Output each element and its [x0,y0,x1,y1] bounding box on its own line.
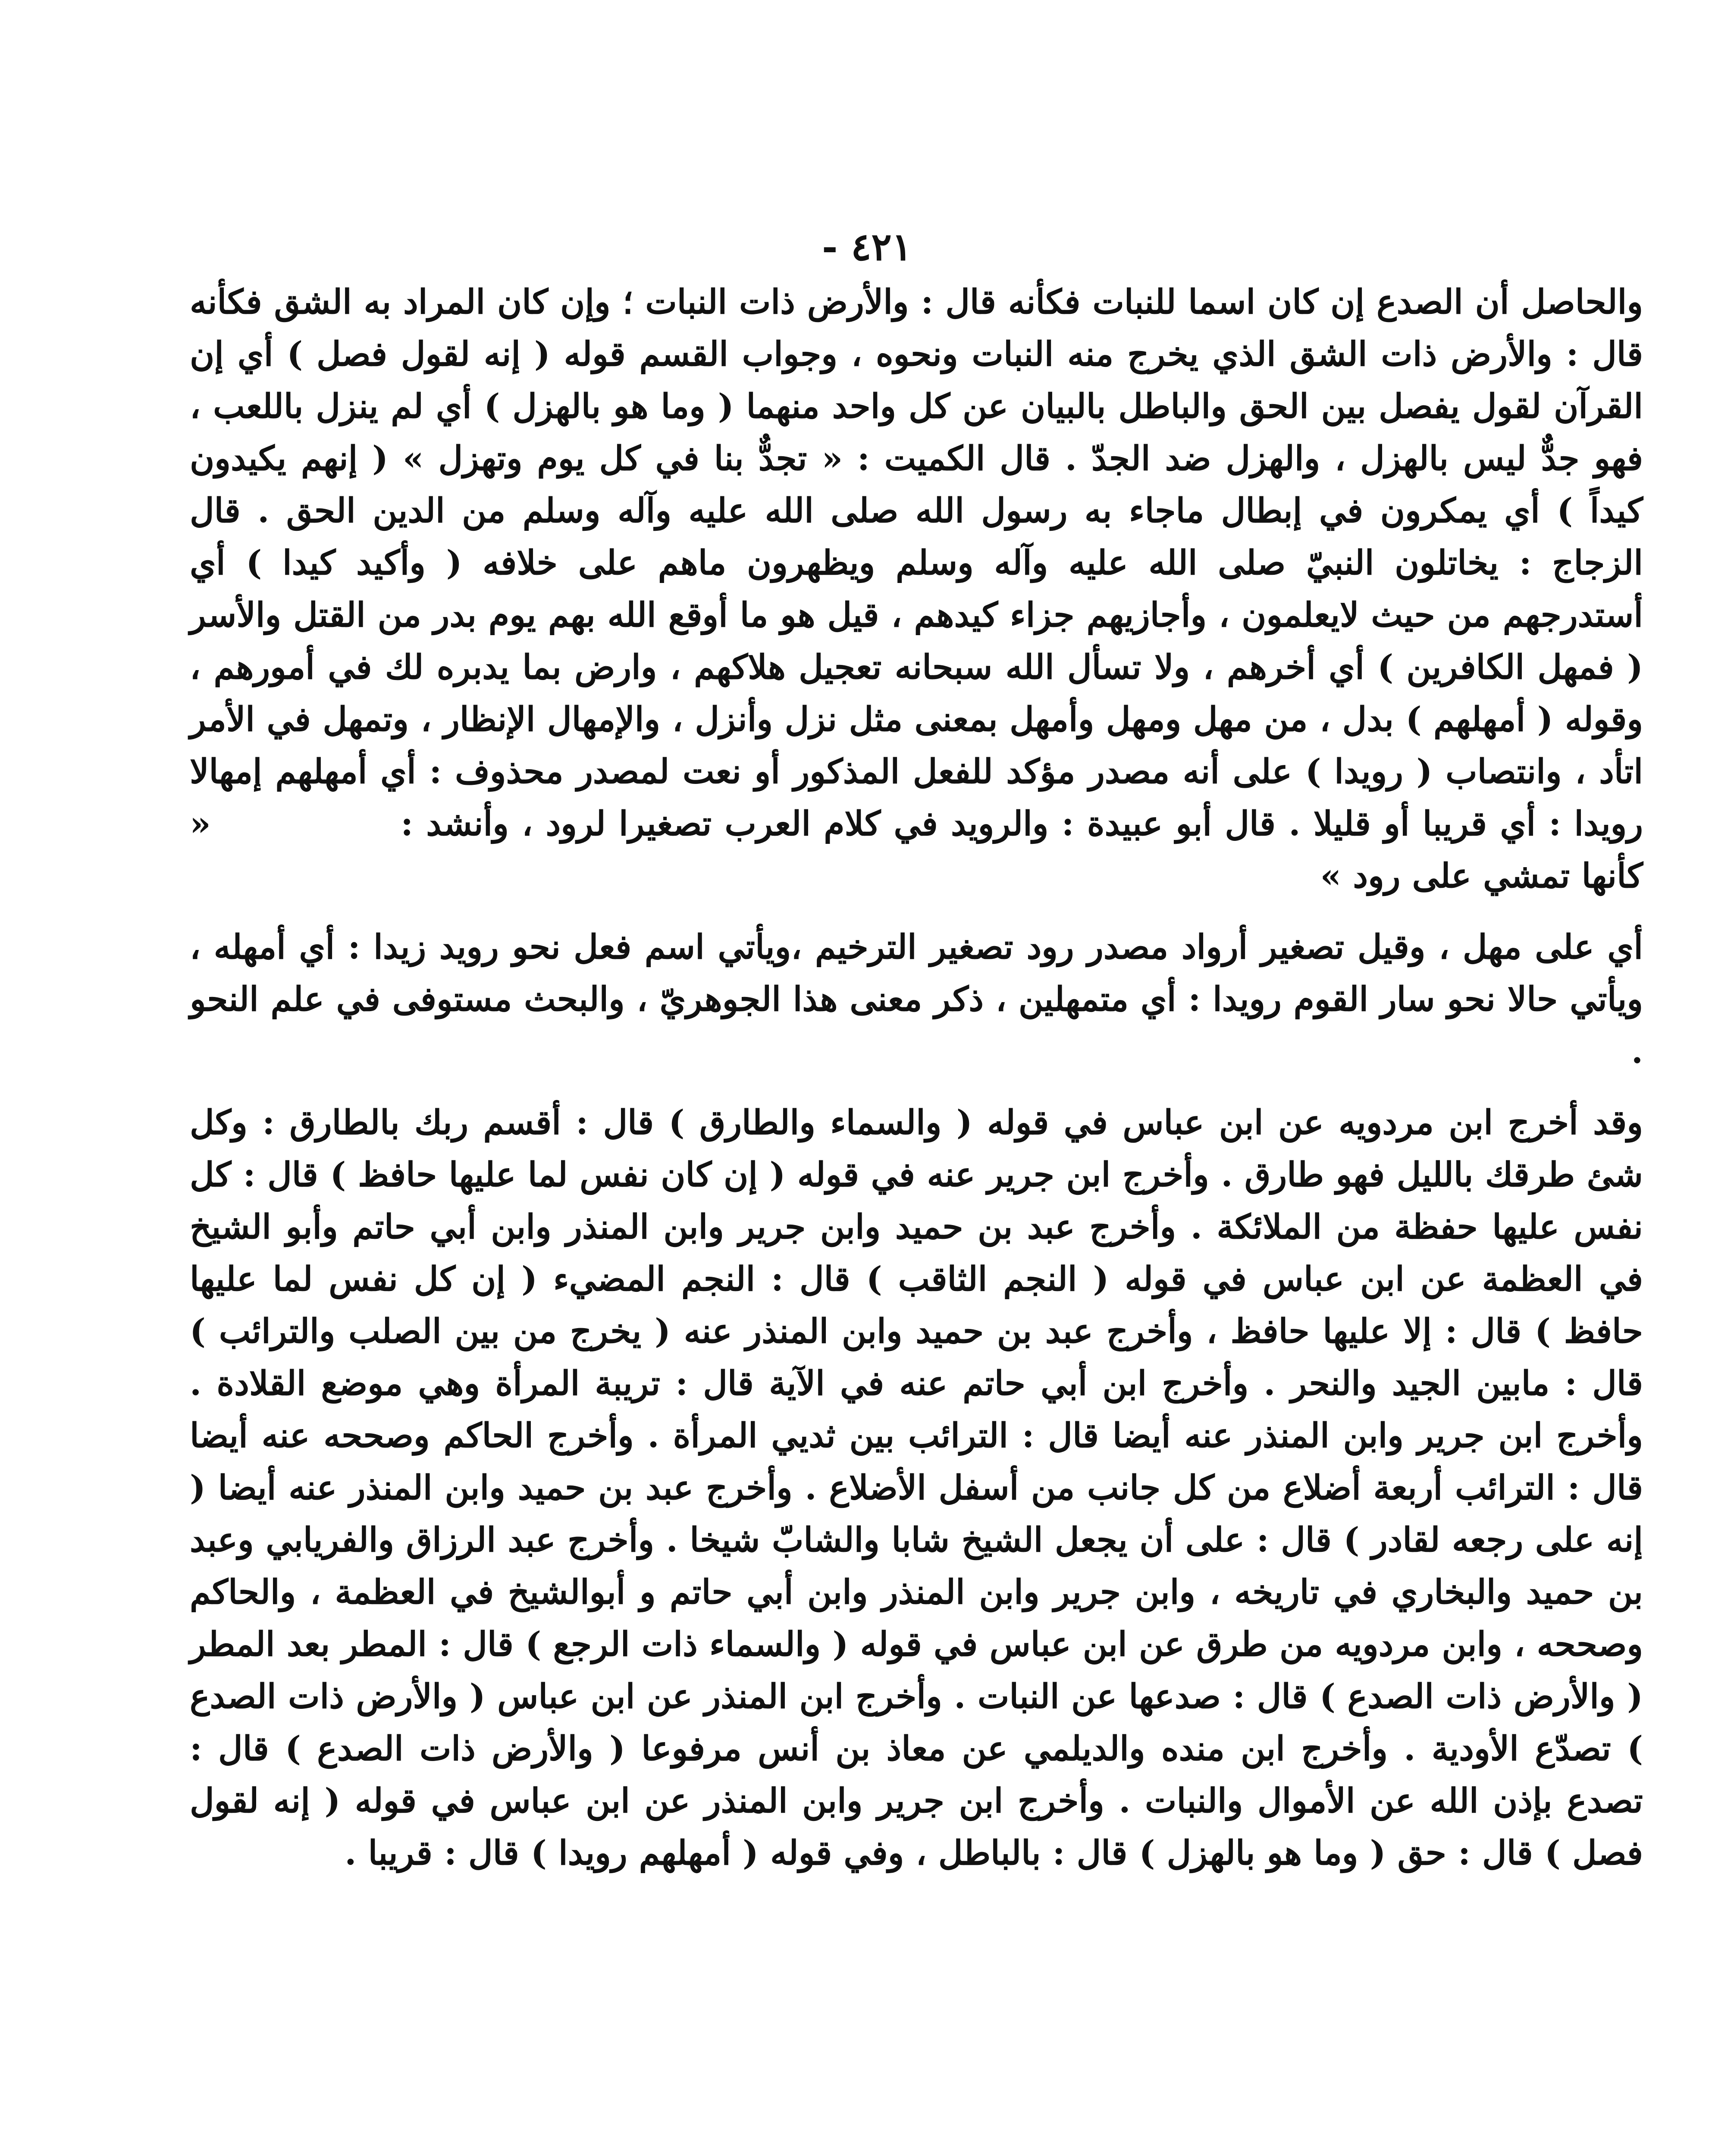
poetry-verse: « كأنها تمشي على رود » [190,804,1643,896]
paragraph-tafsir-commentary [190,276,1643,902]
paragraph-hadith-reports [190,1097,1643,1879]
paragraph-text: وقد أخرج ابن مردويه عن ابن عباس في قوله ( والسماء والطارق ) قال : أقسم ربك بالطارق : وكل شئ طرقك بالليل فهو طارق . وأخرج ابن جرير عنه في قوله ( إن كان نفس لما عليها حافظ ) قال : كل نفس عليها حفظة من الملائكة . وأخرج عبد بن حميد وابن جرير وابن المنذر وابن أبي حاتم وأبو الشيخ في العظمة عن ابن عباس في قوله ( النجم الثاقب ) قال : النجم المضيء ( إن كل نفس لما عليها حافظ ) قال : إلا عليها حافظ ، وأخرج عبد بن حميد وابن المنذر عنه ( يخرج من بين الصلب والترائب ) قال : مابين الجيد والنحر . وأخرج ابن أبي حاتم عنه في الآية قال : تريبة المرأة وهي موضع القلادة . وأخرج ابن جرير وابن المنذر عنه أيضا قال : الترائب بين ثديي المرأة . وأخرج الحاكم وصححه عنه أيضا قال : الترائب أربعة أضلاع من كل جانب من أسفل الأضلاع . وأخرج عبد بن حميد وابن المنذر عنه أيضا ( إنه على رجعه لقادر ) قال : على أن يجعل الشيخ شابا والشابّ شيخا . وأخرج عبد الرزاق والفريابي وعبد بن حميد والبخاري في تاريخه ، وابن جرير وابن المنذر وابن أبي حاتم و أبوالشيخ في العظمة ، والحاكم وصححه ، وابن مردويه من طرق عن ابن عباس في قوله ( والسماء ذات الرجع ) قال : المطر بعد المطر ( والأرض ذات الصدع ) قال : صدعها عن النبات . وأخرج ابن المنذر عن ابن عباس ( والأرض ذات الصدع ) تصدّع الأودية . وأخرج ابن منده والديلمي عن معاذ بن أنس مرفوعا ( والأرض ذات الصدع ) قال : تصدع بإذن الله عن الأموال والنبات . وأخرج ابن جرير وابن المنذر عن ابن عباس في قوله ( إنه لقول فصل ) قال : حق ( وما هو بالهزل ) قال : بالباطل ، وفي قوله ( أمهلهم رويدا ) قال : قريبا . [190,1103,1643,1873]
main-text [190,276,1643,1879]
paragraph-grammar-note [190,921,1643,1078]
paragraph-text: أي على مهل ، وقيل تصغير أرواد مصدر رود تصغير الترخيم ،ويأتي اسم فعل نحو رويد زيدا : أي أمهله ، ويأتي حالا نحو سار القوم رويدا : أي متمهلين ، ذكر معنى هذا الجوهريّ ، والبحث مستوفى في علم النحو . [190,928,1643,1071]
page-number: ٤٢١ - [822,224,912,269]
paragraph-text: والحاصل أن الصدع إن كان اسما للنبات فكأنه قال : والأرض ذات النبات ؛ وإن كان المراد به الشق فكأنه قال : والأرض ذات الشق الذي يخرج منه النبات ونحوه ، وجواب القسم قوله ( إنه لقول فصل ) أي إن القرآن لقول يفصل بين الحق والباطل بالبيان عن كل واحد منهما ( وما هو بالهزل ) أي لم ينزل باللعب ، فهو جدٌّ ليس بالهزل ، والهزل ضد الجدّ . قال الكميت : « تجدٌّ بنا في كل يوم وتهزل » ( إنهم يكيدون كيداً ) أي يمكرون في إبطال ماجاء به رسول الله صلى الله عليه وآله وسلم من الدين الحق . قال الزجاج : يخاتلون النبيّ صلى الله عليه وآله وسلم ويظهرون ماهم على خلافه ( وأكيد كيدا ) أي أستدرجهم من حيث لايعلمون ، وأجازيهم جزاء كيدهم ، قيل هو ما أوقع الله بهم يوم بدر من القتل والأسر ( فمهل الكافرين ) أي أخرهم ، ولا تسأل الله سبحانه تعجيل هلاكهم ، وارض بما يدبره لك في أمورهم ، وقوله ( أمهلهم ) بدل ، من مهل ومهل وأمهل بمعنى مثل نزل وأنزل ، والإمهال الإنظار ، وتمهل في الأمر اتأد ، وانتصاب ( رويدا ) على أنه مصدر مؤكد للفعل المذكور أو نعت لمصدر محذوف : أي أمهلهم إمهالا رويدا : أي قريبا أو قليلا . قال أبو عبيدة : والرويد في كلام العرب تصغيرا لرود ، وأنشد : [190,282,1643,843]
